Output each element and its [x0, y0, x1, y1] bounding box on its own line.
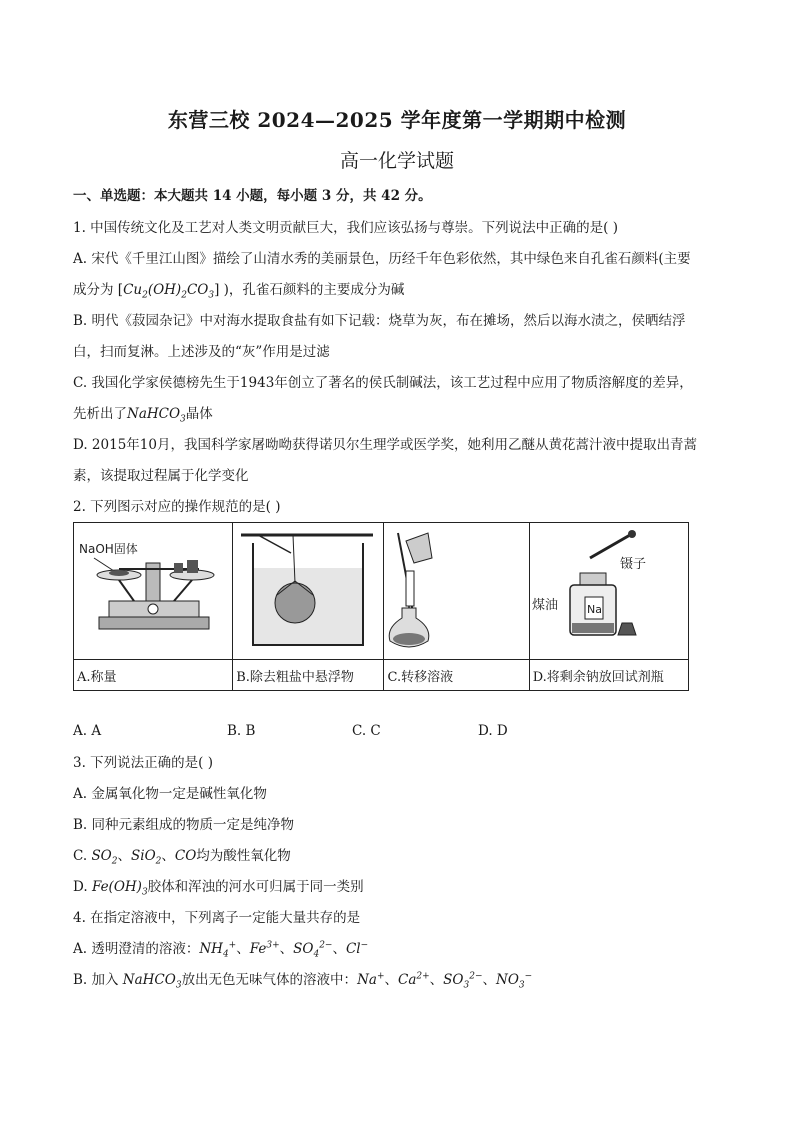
q1-option-b-line2: 白，扫而复淋。上述涉及的“灰”作用是过滤 [73, 344, 330, 360]
q4-stem: 4. 在指定溶液中，下列离子一定能大量共存的是 [73, 910, 361, 926]
q1-option-b-line1: B. 明代《菽园杂记》中对海水提取食盐有如下记载：烧草为灰，布在摊场，然后以海水渍之，侯晒结浮 [73, 313, 686, 329]
balance-illustration [74, 523, 232, 655]
formula-cu2-oh2-co3: $Cu_2(OH)_2CO_3$ [123, 282, 215, 301]
figure-filtration [233, 523, 384, 660]
q2-option-d: D. D [478, 723, 508, 739]
sodium-bottle-illustration [530, 523, 688, 655]
q1-stem: 1. 中国传统文化及工艺对人类文明贡献巨大，我们应该弘扬与尊崇。下列说法中正确的是( ) [73, 220, 618, 236]
exam-title: 东营三校 2024—2025 学年度第一学期期中检测 [167, 108, 627, 132]
caption-d: D.将剩余钠放回试剂瓶 [529, 660, 688, 691]
q1-option-c-line1: C. 我国化学家侯德榜先生于1943年创立了著名的侯氏制碱法，该工艺过程中应用了物质溶解度的差异， [73, 375, 693, 391]
q2-stem: 2. 下列图示对应的操作规范的是( ) [73, 499, 281, 515]
q1-option-d-line1: D. 2015年10月，我国科学家屠呦呦获得诺贝尔生理学或医学奖，她利用乙醚从黄花蒿汁液中提取出青蒿 [73, 437, 697, 453]
q2-option-b: B. B [227, 723, 256, 739]
figure-sodium-bottle [529, 523, 688, 660]
figure-balance [74, 523, 233, 660]
q1-option-a-line1: A. 宋代《千里江山图》描绘了山清水秀的美丽景色，历经千年色彩依然，其中绿色来自孔雀石颜料(主要 [73, 251, 691, 267]
q4-option-a: A. 透明澄清的溶液：$NH_4^+$、$Fe^{3+}$、$SO_4^{2-}$、Cl− [73, 940, 369, 960]
q2-option-c: C. C [352, 723, 381, 739]
naoh-label: NaOH固体 [79, 542, 138, 556]
q3-option-d: D. $Fe(OH)_3$胶体和浑浊的河水可归属于同一类别 [73, 879, 364, 898]
formula-nahco3: NaHCO$_3$ [127, 406, 186, 425]
section-heading: 一、单选题：本大题共 14 小题，每小题 3 分，共 42 分。 [73, 188, 432, 204]
kerosene-label: 煤油 [531, 598, 558, 613]
q4-option-b: B. 加入 NaHCO$_3$放出无色无味气体的溶液中：Na+、$Ca^{2+}$、$SO_3^{2-}$、$NO_3^-$ [73, 971, 533, 991]
caption-a: A.称量 [74, 660, 233, 691]
q1-option-a-line2: 成分为 $[Cu_2(OH)_2CO_3]$ )，孔雀石颜料的主要成分为碱 [73, 282, 405, 301]
exam-subtitle: 高一化学试题 [339, 150, 454, 172]
q3-option-a: A. 金属氧化物一定是碱性氧化物 [73, 786, 267, 802]
q2-figure-table [73, 522, 689, 691]
caption-c: C.转移溶液 [384, 660, 529, 691]
q3-option-c: C. $SO_2$、SiO$_2$、CO均为酸性氧化物 [73, 848, 291, 867]
transfer-illustration [384, 523, 528, 655]
q3-option-b: B. 同种元素组成的物质一定是纯净物 [73, 817, 295, 833]
q2-option-a: A. A [73, 723, 102, 739]
caption-b: B.除去粗盐中悬浮物 [233, 660, 384, 691]
q3-stem: 3. 下列说法正确的是( ) [73, 755, 213, 771]
q1-option-c-line2: 先析出了NaHCO$_3$晶体 [73, 406, 213, 425]
q1-option-d-line2: 素，该提取过程属于化学变化 [73, 468, 249, 484]
filtration-illustration [233, 523, 383, 655]
figure-transfer [384, 523, 529, 660]
tweezers-label: 镊子 [619, 557, 646, 572]
sodium-label: Na [586, 603, 602, 616]
